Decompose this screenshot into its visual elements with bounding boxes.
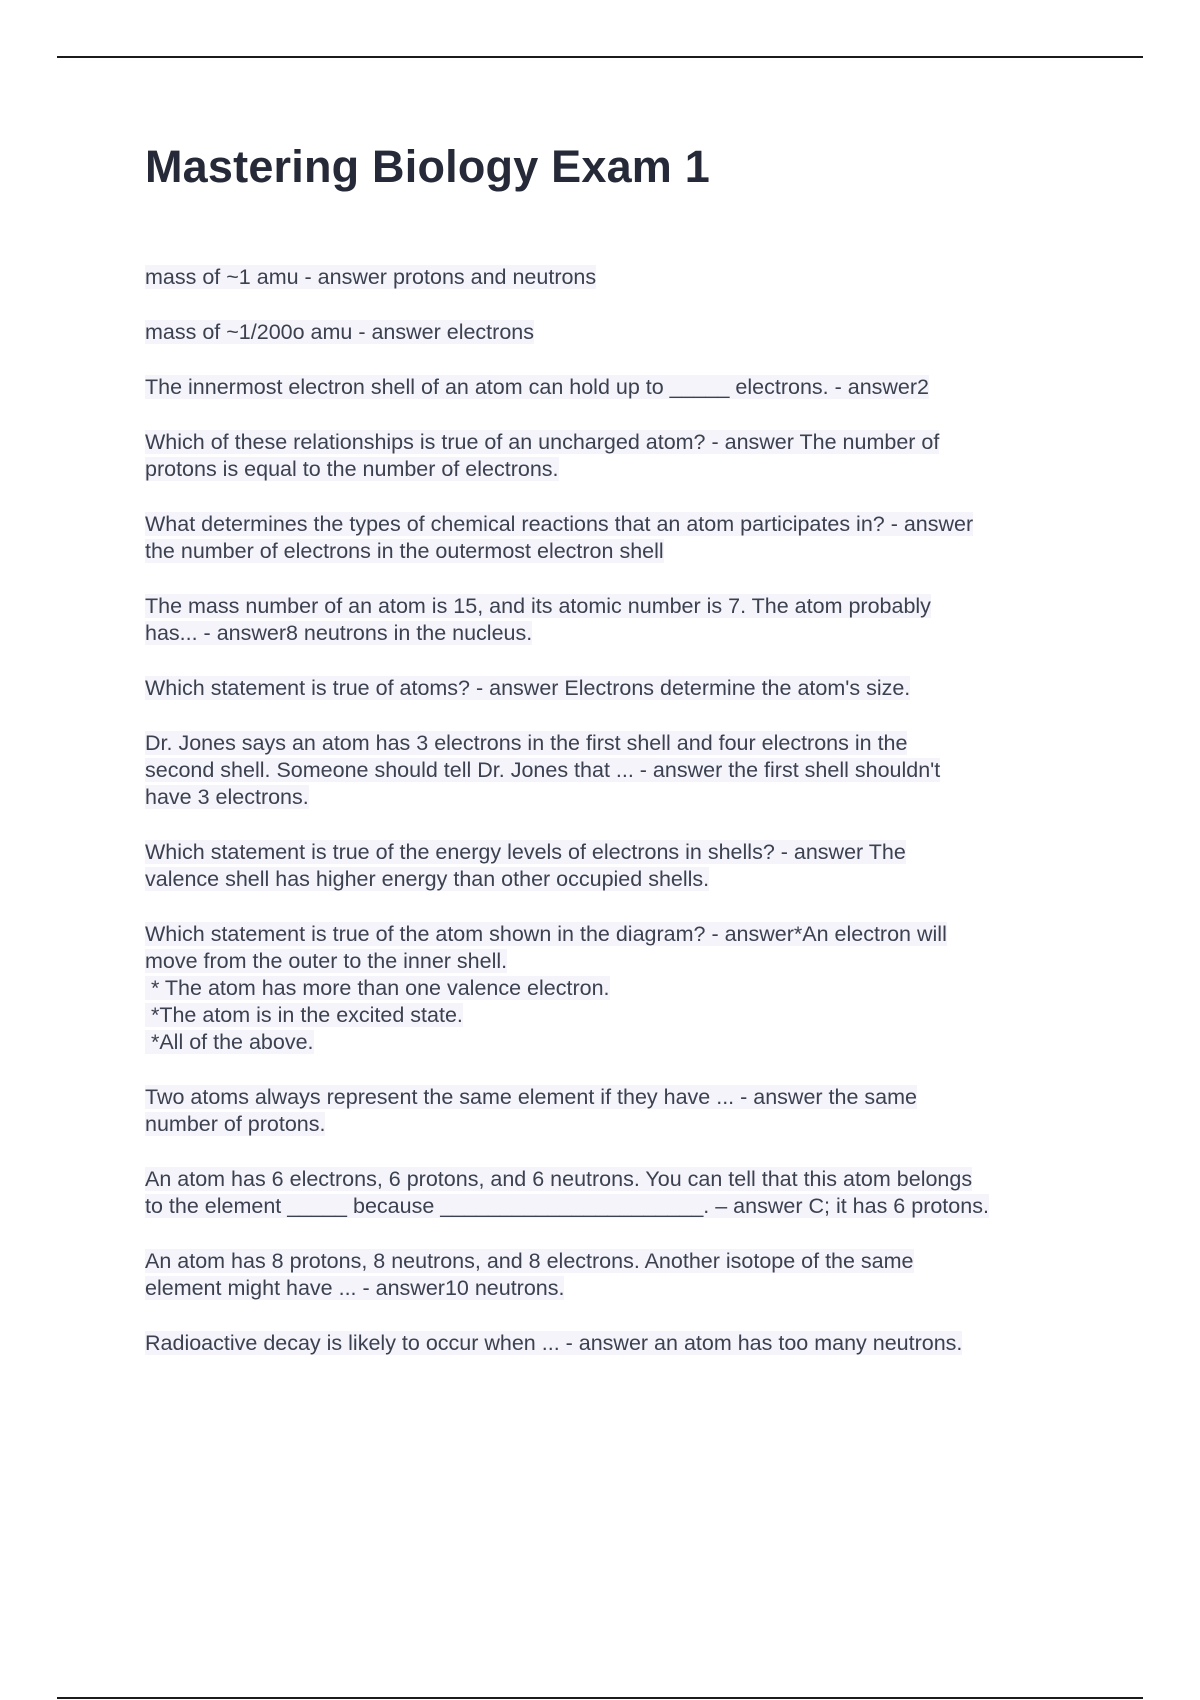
qa-item: [145, 511, 1080, 565]
qa-item: [145, 264, 1080, 291]
qa-line: the number of electrons in the outermost electron shell: [145, 539, 664, 563]
qa-line: valence shell has higher energy than other occupied shells.: [145, 867, 710, 891]
qa-line: protons is equal to the number of electrons.: [145, 457, 559, 481]
qa-item: [145, 1248, 1080, 1302]
qa-item: [145, 593, 1080, 647]
qa-line: The mass number of an atom is 15, and its atomic number is 7. The atom probably: [145, 594, 931, 618]
qa-item: [145, 675, 1080, 702]
qa-line: *All of the above.: [145, 1030, 314, 1054]
top-rule: [57, 56, 1143, 58]
qa-line: number of protons.: [145, 1112, 326, 1136]
qa-line: mass of ~1 amu - answer protons and neutrons: [145, 265, 597, 289]
qa-item: [145, 319, 1080, 346]
qa-line: move from the outer to the inner shell.: [145, 949, 508, 973]
qa-list: [145, 264, 1080, 1357]
qa-item: [145, 1330, 1080, 1357]
qa-line: Two atoms always represent the same element if they have ... - answer the same: [145, 1085, 917, 1109]
qa-line: Dr. Jones says an atom has 3 electrons in the first shell and four electrons in the: [145, 731, 908, 755]
qa-line: Which statement is true of the energy levels of electrons in shells? - answer The: [145, 840, 906, 864]
document-body: [145, 140, 1080, 1385]
qa-line: An atom has 6 electrons, 6 protons, and 6 neutrons. You can tell that this atom belongs: [145, 1167, 973, 1191]
qa-item: [145, 921, 1080, 1056]
qa-line: to the element _____ because ______________________. – answer C; it has 6 protons.: [145, 1194, 989, 1218]
qa-line: has... - answer8 neutrons in the nucleus.: [145, 621, 533, 645]
qa-line: The innermost electron shell of an atom can hold up to _____ electrons. - answer2: [145, 375, 930, 399]
qa-line: What determines the types of chemical reactions that an atom participates in? - answer: [145, 512, 974, 536]
qa-line: element might have ... - answer10 neutrons.: [145, 1276, 565, 1300]
qa-line: mass of ~1/200o amu - answer electrons: [145, 320, 534, 344]
qa-line: Which statement is true of the atom shown in the diagram? - answer*An electron will: [145, 922, 947, 946]
qa-item: [145, 730, 1080, 811]
qa-item: [145, 1166, 1080, 1220]
qa-line: Which statement is true of atoms? - answer Electrons determine the atom's size.: [145, 676, 911, 700]
qa-item: [145, 429, 1080, 483]
qa-line: second shell. Someone should tell Dr. Jones that ... - answer the first shell shouldn't: [145, 758, 941, 782]
page-title: Mastering Biology Exam 1: [145, 141, 710, 192]
qa-line: Radioactive decay is likely to occur when ... - answer an atom has too many neutrons.: [145, 1331, 963, 1355]
qa-line: *The atom is in the excited state.: [145, 1003, 463, 1027]
qa-item: [145, 1084, 1080, 1138]
qa-item: [145, 374, 1080, 401]
bottom-rule: [57, 1697, 1143, 1699]
qa-line: have 3 electrons.: [145, 785, 309, 809]
qa-item: [145, 839, 1080, 893]
qa-line: Which of these relationships is true of an uncharged atom? - answer The number of: [145, 430, 940, 454]
qa-line: * The atom has more than one valence electron.: [145, 976, 610, 1000]
qa-line: An atom has 8 protons, 8 neutrons, and 8 electrons. Another isotope of the same: [145, 1249, 914, 1273]
